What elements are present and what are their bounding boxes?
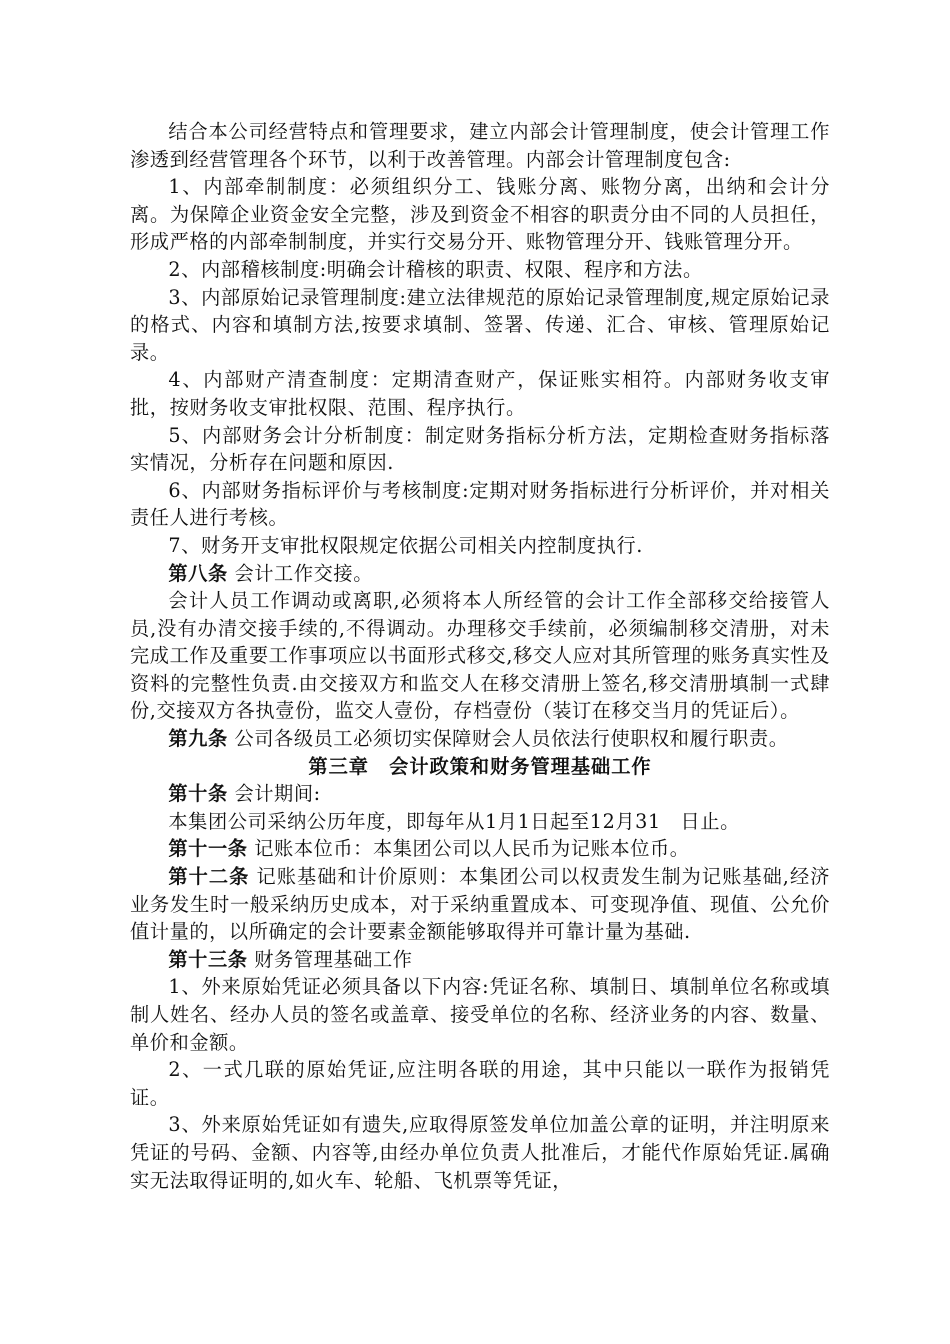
article-13-label: 第十三条	[168, 947, 248, 971]
paragraph-item-2: 2、内部稽核制度:明确会计稽核的职责、权限、程序和方法。	[168, 257, 703, 281]
chapter-heading: 第三章 会计政策和财务管理基础工作	[308, 754, 652, 778]
document-page	[130, 118, 830, 1194]
article-9-label: 第九条	[168, 727, 228, 751]
paragraph-item-7: 7、财务开支审批权限规定依据公司相关内控制度执行.	[168, 533, 644, 557]
article-12-label: 第十二条	[168, 865, 250, 889]
article-8	[130, 560, 830, 588]
article-13-text: 财务管理基础工作	[254, 947, 413, 971]
paragraph-item-4: 4、内部财产清查制度：定期清查财产，保证账实相符。内部财务收支审批，按财务收支审批权限、范围、程序执行。	[130, 368, 830, 419]
paragraph-item-5: 5、内部财务会计分析制度：制定财务指标分析方法，定期检查财务指标落实情况，分析存在问题和原因.	[130, 423, 830, 475]
article-8-label: 第八条	[168, 561, 228, 585]
paragraph-intro: 结合本公司经营特点和管理要求，建立内部会计管理制度，使会计管理工作渗透到经营管理各个环节，以利于改善管理。内部会计管理制度包含:	[130, 120, 830, 171]
article-8-body: 会计人员工作调动或离职,必须将本人所经管的会计工作全部移交给接管人员,没有办清交接手续的,不得调动。办理移交手续前，必须编制移交清册，对未完成工作及重要工作事项应以书面形式移交,移交人应对其所管理的账务真实性及资料的完整性负责.由交接双方和监交人在移交清册上签名,移交清册填制一式肆份,交接双方各执壹份，监交人壹份，存档壹份（装订在移交当月的凭证后）。	[130, 589, 830, 723]
article-10-text: 会计期间:	[234, 782, 321, 806]
article-10-body: 本集团公司采纳公历年度，即每年从1月1日起至12月31 日止。	[168, 809, 740, 833]
article-10	[130, 780, 830, 808]
paragraph-item-3: 3、内部原始记录管理制度:建立法律规范的原始记录管理制度,规定原始记录的格式、内容和填制方法,按要求填制、签署、传递、汇合、审核、管理原始记录。	[130, 285, 830, 364]
article-13-item-2: 2、一式几联的原始凭证,应注明各联的用途，其中只能以一联作为报销凭证。	[130, 1058, 830, 1109]
article-13-item-3: 3、外来原始凭证如有遗失,应取得原签发单位加盖公章的证明，并注明原来凭证的号码、金额、内容等,由经办单位负责人批准后，才能代作原始凭证.属确实无法取得证明的,如火车、轮船、飞机票等凭证，	[130, 1113, 830, 1192]
article-12-text: 记账基础和计价原则：本集团公司以权责发生制为记账基础,经济业务发生时一般采纳历史成本，对于采纳重置成本、可变现净值、现值、公允价值计量的，以所确定的会计要素金额能够取得并可靠计量为基础.	[130, 865, 830, 944]
article-11-text: 记账本位币：本集团公司以人民币为记账本位币。	[254, 837, 690, 861]
paragraph-item-6: 6、内部财务指标评价与考核制度:定期对财务指标进行分析评价，并对相关责任人进行考核。	[130, 478, 830, 530]
article-11-label: 第十一条	[168, 837, 248, 861]
article-12	[130, 863, 830, 946]
article-9	[130, 725, 830, 753]
article-11	[130, 835, 830, 863]
article-10-label: 第十条	[168, 782, 228, 806]
paragraph-item-1: 1、内部牵制制度：必须组织分工、钱账分离、账物分离，出纳和会计分离。为保障企业资金安全完整，涉及到资金不相容的职责分由不同的人员担任，形成严格的内部牵制制度，并实行交易分开、账物管理分开、钱账管理分开。	[130, 175, 830, 254]
article-13-item-1: 1、外来原始凭证必须具备以下内容:凭证名称、填制日、填制单位名称或填制人姓名、经办人员的签名或盖章、接受单位的名称、经济业务的内容、数量、单价和金额。	[130, 975, 830, 1054]
article-8-text: 会计工作交接。	[234, 561, 373, 585]
article-9-text: 公司各级员工必须切实保障财会人员依法行使职权和履行职责。	[234, 727, 789, 751]
article-13	[130, 946, 830, 974]
